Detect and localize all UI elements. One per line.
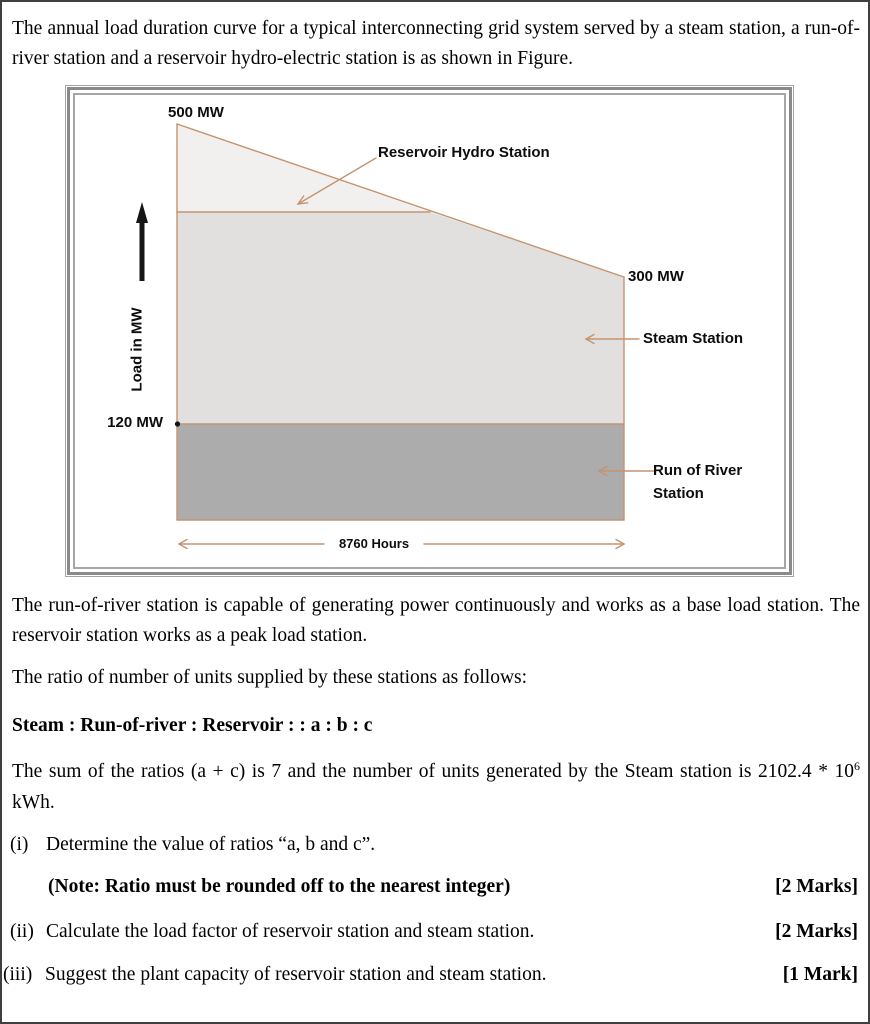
question-note-row bbox=[10, 874, 860, 900]
y-axis-title: Load in MW bbox=[128, 307, 146, 392]
ratio-statement: Steam : Run-of-river : Reservoir : : a : b : c bbox=[12, 715, 373, 736]
question-iii-number: (iii) bbox=[3, 964, 33, 985]
question-ii-number: (ii) bbox=[10, 921, 34, 942]
question-iii-text: Suggest the plant capacity of reservoir station and steam station. bbox=[45, 964, 547, 985]
question-ii-marks: [2 Marks] bbox=[775, 921, 858, 942]
question-ii-row bbox=[10, 919, 860, 945]
intro-paragraph: The annual load duration curve for a typical interconnecting grid system served by a steam station, a run-of-river station and a reservoir hydro-electric station is as shown in Figure. bbox=[12, 18, 860, 69]
reservoir-station-label: Reservoir Hydro Station bbox=[378, 144, 550, 161]
sum-statement-part1: The sum of the ratios (a + c) is 7 and the number of units generated by the Steam station is 2102.4 * 10 bbox=[12, 761, 854, 782]
question-ii-text: Calculate the load factor of reservoir station and steam station. bbox=[46, 921, 535, 942]
question-i-row bbox=[10, 832, 860, 858]
sum-statement-exponent: 6 bbox=[854, 759, 860, 773]
question-i-number: (i) bbox=[10, 834, 29, 855]
peak-load-label: 500 MW bbox=[168, 104, 224, 121]
sum-statement bbox=[12, 757, 860, 818]
question-note-text: (Note: Ratio must be rounded off to the nearest integer) bbox=[48, 876, 511, 897]
base-load-paragraph: The run-of-river station is capable of generating power continuously and works as a base load station. The reservoir station works as a peak load station. bbox=[12, 595, 860, 646]
question-note-marks: [2 Marks] bbox=[775, 876, 858, 897]
steam-station-label: Steam Station bbox=[643, 330, 744, 347]
question-iii-marks: [1 Mark] bbox=[782, 964, 858, 985]
run-of-river-region bbox=[177, 424, 624, 520]
steam-region bbox=[177, 212, 624, 424]
question-iii-row bbox=[3, 962, 860, 988]
run-of-river-label-line1: Run of River bbox=[653, 462, 743, 479]
question-i-marks bbox=[858, 832, 860, 858]
base-load-label: 120 MW bbox=[107, 414, 163, 431]
run-of-river-label-line2: Station bbox=[653, 485, 704, 502]
y-axis-up-arrow-icon bbox=[136, 202, 148, 281]
hours-axis-label: 8760 Hours bbox=[338, 536, 410, 551]
ratio-intro-paragraph: The ratio of number of units supplied by these stations as follows: bbox=[12, 667, 528, 688]
minimum-load-label: 300 MW bbox=[628, 268, 684, 285]
sum-statement-part2: kWh. bbox=[12, 792, 55, 813]
question-i-text: Determine the value of ratios “a, b and c”. bbox=[46, 834, 376, 855]
load-duration-figure bbox=[65, 85, 794, 577]
base-point-dot bbox=[175, 421, 180, 426]
